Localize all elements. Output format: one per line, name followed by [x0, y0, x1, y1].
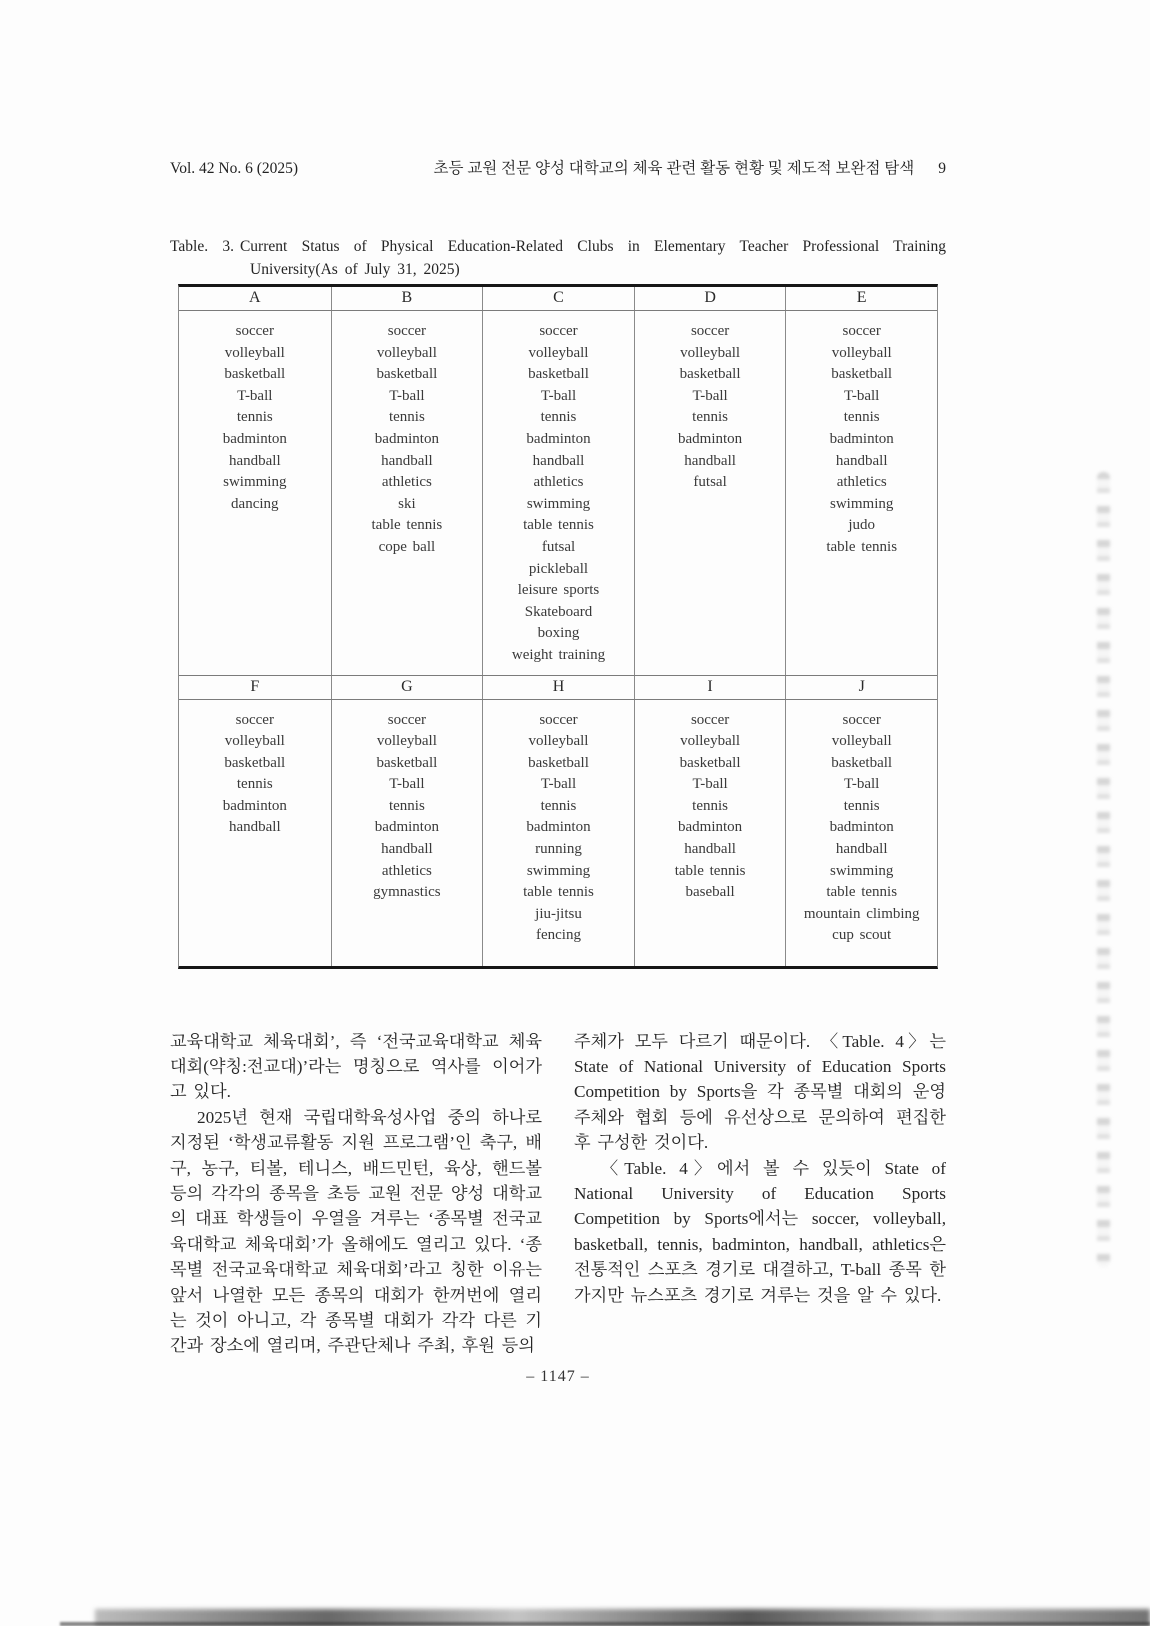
column-cell-E — [785, 311, 937, 675]
club-item: badminton — [678, 430, 743, 447]
column-header-A: A — [249, 289, 261, 306]
club-item: badminton — [222, 430, 287, 447]
club-item: swimming — [830, 495, 894, 512]
club-item: soccer — [235, 323, 274, 339]
club-item: tennis — [692, 409, 729, 426]
club-item: volleyball — [528, 733, 589, 750]
club-item: basketball — [831, 366, 893, 383]
club-item: pickleball — [528, 560, 589, 577]
club-item: fencing — [536, 927, 581, 944]
paragraph: 주체가 모두 다르기 때문이다. 〈Table. 4〉는 State of National University of Education Sports Competition by Sports을 각 종목별 대회의 운영 주체와 협회 등에 유선상으로 문의하여 편집한 후 구성한 것이다. — [574, 1031, 946, 1153]
club-item: athletics — [381, 474, 432, 491]
club-item: tennis — [388, 409, 425, 426]
club-item: basketball — [224, 754, 286, 771]
club-item: futsal — [541, 538, 576, 555]
club-item: Skateboard — [524, 603, 593, 620]
club-item: volleyball — [224, 344, 285, 361]
club-item: handball — [381, 452, 433, 469]
column-cell-A — [179, 311, 331, 675]
club-item: swimming — [830, 862, 894, 879]
club-item: judo — [848, 517, 876, 534]
club-item: basketball — [679, 366, 741, 383]
club-item: volleyball — [528, 344, 589, 361]
table-caption — [170, 235, 946, 281]
club-item: handball — [684, 841, 736, 858]
club-item: basketball — [224, 366, 286, 383]
club-item: table tennis — [523, 884, 594, 901]
paragraph: 〈Table. 4〉에서 볼 수 있듯이 State of National University of Education Sports Competition by Sports에서는 soccer, volleyball, basketball, tennis, badminton, handball, athletics은 전통적인 스포츠 경기로 대결하고, T-ball 종목 한 가지만 뉴스포츠 경기로 겨루는 것을 알 수 있다. — [574, 1158, 946, 1305]
running-title: 초등 교원 전문 양성 대학교의 체육 관련 활동 현황 및 제도적 보완점 탐색 — [433, 160, 915, 177]
table-caption-text: Current Status of Physical Education-Related Clubs in Elementary Teacher Professional Training University(As of July 31, 2025) — [239, 238, 947, 278]
column-cell-C — [482, 311, 634, 675]
club-item: futsal — [693, 474, 727, 491]
club-item: T-ball — [389, 776, 425, 793]
body-column-right — [574, 1029, 946, 1359]
club-item: tennis — [388, 797, 425, 814]
body-text — [170, 1029, 946, 1359]
column-cell-G — [331, 700, 483, 966]
club-item: baseball — [685, 884, 735, 901]
club-item: basketball — [831, 754, 893, 771]
club-item: athletics — [836, 474, 887, 491]
column-header-G: G — [331, 676, 483, 699]
journal-volume: Vol. 42 No. 6 (2025) — [170, 160, 299, 177]
club-item: T-ball — [237, 387, 273, 404]
club-item: table tennis — [826, 884, 898, 901]
club-item: cup scout — [832, 927, 892, 944]
club-item: tennis — [692, 797, 729, 814]
club-item: table tennis — [674, 862, 746, 879]
column-cell-B — [331, 311, 483, 675]
club-item: volleyball — [831, 733, 892, 750]
club-item: jiu-jitsu — [535, 905, 582, 922]
club-item: badminton — [526, 819, 591, 836]
table-caption-label: Table. 3. — [170, 238, 234, 255]
club-item: soccer — [387, 711, 427, 728]
club-item: soccer — [539, 711, 578, 728]
body-column-left — [170, 1029, 542, 1359]
clubs-table — [178, 284, 938, 969]
club-item: cope ball — [378, 538, 436, 555]
club-item: volleyball — [680, 344, 741, 361]
column-header-D: D — [634, 287, 786, 310]
club-item: T-ball — [540, 387, 577, 404]
club-item: swimming — [526, 862, 591, 879]
scan-artifact-right-edge — [1097, 472, 1110, 1267]
club-item: handball — [228, 819, 281, 836]
club-item: handball — [228, 452, 281, 469]
column-header-J: J — [785, 676, 937, 699]
club-item: T-ball — [692, 387, 728, 404]
club-item: basketball — [528, 366, 589, 383]
column-header-F: F — [250, 677, 260, 695]
club-item: volleyball — [831, 344, 892, 361]
column-cell-F — [179, 700, 331, 966]
club-item: weight training — [511, 646, 606, 663]
table-body-row-1 — [179, 311, 937, 675]
club-item: handball — [835, 452, 888, 469]
club-item: mountain climbing — [803, 905, 920, 922]
club-item: basketball — [679, 754, 741, 771]
club-item: badminton — [222, 797, 287, 814]
table-header-row-1 — [179, 287, 937, 311]
column-header-C: C — [482, 287, 634, 310]
column-header-H: H — [482, 676, 634, 699]
club-item: soccer — [842, 323, 881, 339]
running-header — [170, 156, 946, 178]
club-item: volleyball — [224, 733, 285, 750]
column-cell-J — [785, 700, 937, 966]
club-item: tennis — [843, 409, 880, 426]
club-item: basketball — [376, 754, 438, 771]
club-item: handball — [381, 841, 433, 858]
club-item: badminton — [374, 819, 439, 836]
club-item: volleyball — [680, 733, 741, 750]
column-cell-D — [634, 311, 786, 675]
club-item: badminton — [526, 430, 591, 447]
column-header-I: I — [634, 676, 786, 699]
club-item: soccer — [690, 711, 730, 728]
club-item: soccer — [539, 323, 578, 339]
club-item: tennis — [236, 409, 273, 426]
page-number-footer: – 1147 – — [526, 1367, 590, 1385]
club-item: badminton — [374, 430, 439, 447]
club-item: T-ball — [844, 387, 880, 404]
paragraph: 교육대학교 체육대회’, 즉 ‘전국교육대학교 체육대회(약칭:전교대)’라는 명칭으로 역사를 이어가고 있다. — [170, 1031, 542, 1102]
table-body-row-2 — [179, 700, 937, 966]
club-item: basketball — [376, 366, 438, 383]
club-item: handball — [684, 452, 736, 469]
club-item: swimming — [223, 474, 287, 491]
column-cell-H — [482, 700, 634, 966]
club-item: soccer — [690, 323, 730, 339]
club-item: badminton — [678, 819, 743, 836]
club-item: tennis — [236, 776, 273, 793]
column-cell-I — [634, 700, 786, 966]
club-item: boxing — [537, 625, 580, 642]
club-item: basketball — [528, 754, 589, 771]
club-item: athletics — [533, 474, 584, 491]
club-item: tennis — [843, 797, 880, 814]
club-item: soccer — [235, 711, 274, 728]
club-item: volleyball — [376, 344, 437, 361]
paragraph: 2025년 현재 국립대학육성사업 중의 하나로 지정된 ‘학생교류활동 지원 프로그램’인 축구, 배구, 농구, 티볼, 테니스, 배드민턴, 육상, 핸드볼 등의 각각의 종목을 초등 교원 전문 양성 대학교의 대표 학생들이 우열을 겨루는 ‘종목별 전국교육대학교 체육대회’가 올해에도 열리고 있다. ‘종목별 전국교육대학교 체육대회’라고 칭한 이유는 앞서 나열한 모든 종목의 대회가 한꺼번에 열리는 것이 아니고, 각 종목별 대회가 각각 다른 기간과 장소에 열리며, 주관단체나 주최, 후원 등의 — [170, 1107, 542, 1356]
club-item: soccer — [842, 711, 881, 728]
club-item: badminton — [829, 819, 894, 836]
club-item: T-ball — [540, 776, 577, 793]
club-item: handball — [532, 452, 585, 469]
club-item: dancing — [231, 495, 279, 512]
club-item: volleyball — [376, 733, 437, 750]
club-item: swimming — [526, 495, 591, 512]
table-header-row-2 — [179, 675, 937, 700]
column-header-B: B — [331, 287, 483, 310]
running-header-right — [434, 156, 946, 178]
club-item: ski — [398, 495, 416, 512]
club-item: T-ball — [389, 387, 425, 404]
club-item: table tennis — [826, 538, 898, 555]
club-item: tennis — [540, 797, 577, 814]
header-page-number: 9 — [938, 160, 946, 177]
club-item: running — [535, 841, 582, 858]
club-item: gymnastics — [373, 884, 441, 901]
column-header-E: E — [785, 287, 937, 310]
club-item: badminton — [829, 430, 894, 447]
club-item: T-ball — [692, 776, 728, 793]
club-item: table tennis — [523, 517, 594, 534]
club-item: handball — [835, 841, 888, 858]
club-item: athletics — [381, 862, 432, 879]
club-item: T-ball — [844, 776, 880, 793]
club-item: table tennis — [371, 517, 443, 534]
club-item: leisure sports — [517, 582, 600, 599]
club-item: soccer — [387, 323, 427, 339]
scan-artifact-bottom-edge — [60, 1622, 1150, 1626]
club-item: tennis — [540, 409, 577, 426]
paper-page — [170, 156, 946, 1386]
